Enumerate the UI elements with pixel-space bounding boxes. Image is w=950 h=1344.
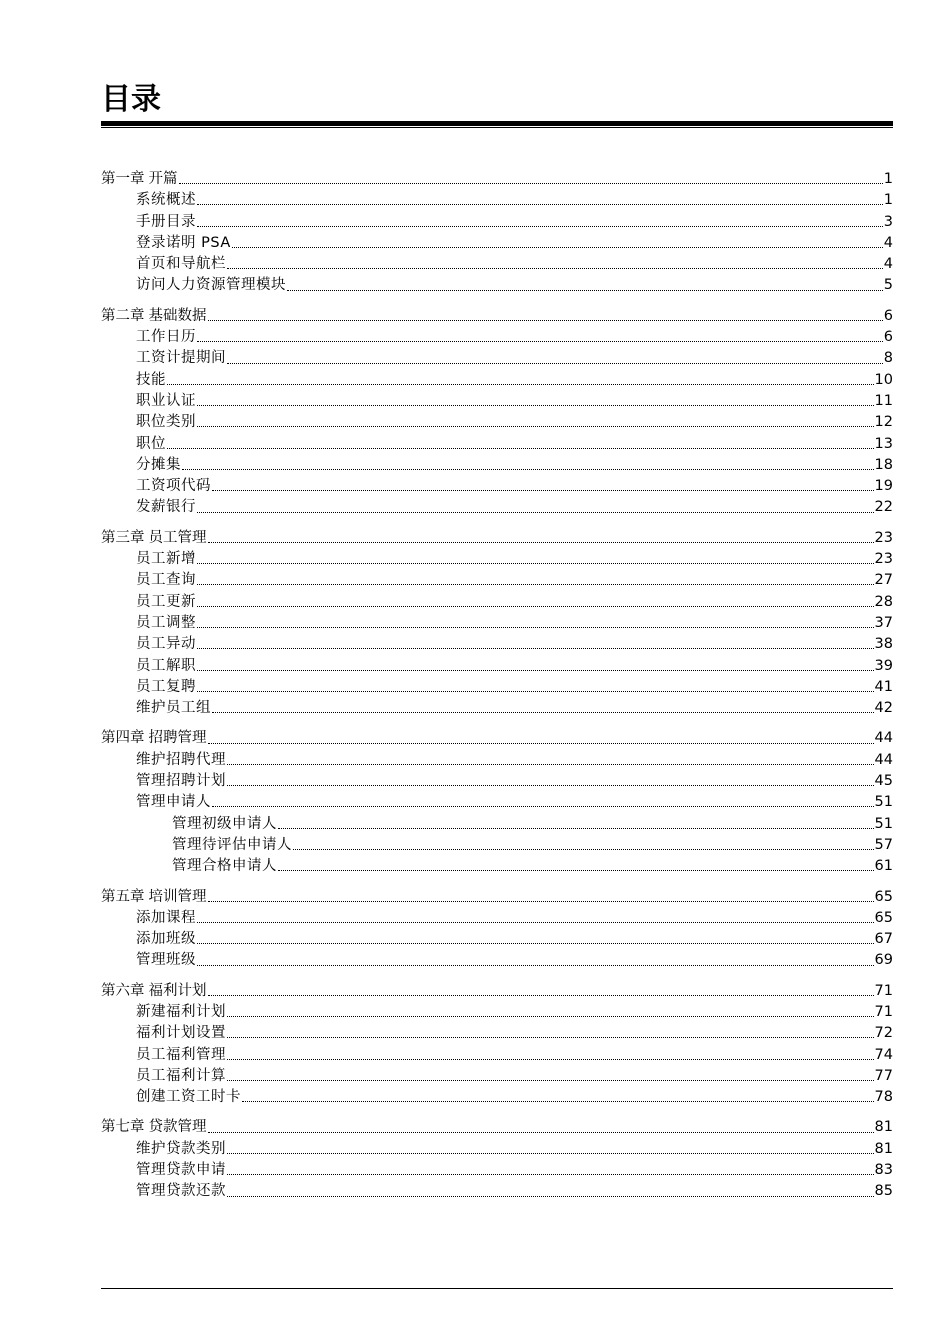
toc-entry-page-number: 45	[874, 773, 893, 790]
dot-leader	[287, 290, 883, 291]
toc-entry-page-number: 85	[874, 1183, 893, 1200]
toc-entry-page-number: 51	[874, 815, 893, 832]
dot-leader	[179, 183, 883, 184]
toc-entry-page-number: 78	[874, 1089, 893, 1106]
toc-entry-page-number: 38	[874, 636, 893, 653]
toc-entry-label: 第二章 基础数据	[101, 307, 207, 324]
dot-leader	[197, 627, 874, 628]
toc-section-entry[interactable]	[101, 370, 893, 391]
toc-entry-page-number: 12	[874, 414, 893, 431]
toc-entry-label: 第三章 员工管理	[101, 529, 207, 546]
toc-entry-label: 职位	[136, 435, 166, 452]
toc-section-entry[interactable]	[101, 1002, 893, 1023]
dot-leader	[208, 1132, 874, 1133]
toc-entry-page-number: 27	[874, 572, 893, 589]
toc-entry-label: 管理招聘计划	[136, 773, 226, 790]
dot-leader	[197, 922, 874, 923]
toc-entry-page-number: 61	[874, 858, 893, 875]
toc-entry-label: 管理贷款还款	[136, 1183, 226, 1200]
toc-entry-label: 管理贷款申请	[136, 1162, 226, 1179]
toc-chapter-group	[101, 728, 893, 877]
toc-chapter-entry[interactable]	[101, 981, 893, 1002]
dot-leader	[208, 320, 883, 321]
dot-leader	[227, 764, 874, 765]
toc-entry-page-number: 5	[883, 277, 893, 294]
toc-section-entry[interactable]	[101, 592, 893, 613]
toc-section-entry[interactable]	[101, 190, 893, 211]
toc-entry-page-number: 81	[874, 1119, 893, 1136]
toc-entry-label: 员工复聘	[136, 678, 196, 695]
toc-entry-label: 首页和导航栏	[136, 256, 226, 273]
toc-entry-label: 维护员工组	[136, 700, 211, 717]
title-rule-thin	[101, 127, 893, 128]
toc-section-entry[interactable]	[101, 698, 893, 719]
dot-leader	[242, 1101, 874, 1102]
dot-leader	[197, 563, 874, 564]
toc-entry-label: 第四章 招聘管理	[101, 730, 207, 747]
toc-entry-page-number: 65	[874, 909, 893, 926]
toc-section-entry[interactable]	[101, 750, 893, 771]
toc-entry-page-number: 6	[883, 307, 893, 324]
toc-entry-label: 管理待评估申请人	[172, 836, 292, 853]
toc-entry-label: 工资项代码	[136, 478, 211, 495]
toc-entry-label: 员工解职	[136, 657, 196, 674]
toc-entry-label: 员工福利管理	[136, 1046, 226, 1063]
toc-entry-page-number: 23	[874, 529, 893, 546]
toc-entry-label: 工作日历	[136, 329, 196, 346]
toc-entry-label: 维护贷款类别	[136, 1140, 226, 1157]
toc-entry-label: 员工福利计算	[136, 1067, 226, 1084]
toc-section-entry[interactable]	[101, 1023, 893, 1044]
toc-entry-page-number: 44	[874, 730, 893, 747]
toc-section-entry[interactable]	[101, 233, 893, 254]
dot-leader	[208, 995, 874, 996]
toc-entry-label: 维护招聘代理	[136, 751, 226, 768]
toc-entry-page-number: 77	[874, 1067, 893, 1084]
dot-leader	[278, 870, 874, 871]
toc-chapter-entry[interactable]	[101, 887, 893, 908]
toc-entry-page-number: 10	[874, 371, 893, 388]
dot-leader	[227, 1016, 874, 1017]
toc-chapter-group	[101, 1117, 893, 1202]
toc-entry-label: 员工调整	[136, 614, 196, 631]
toc-entry-label: 手册目录	[136, 213, 196, 230]
toc-section-entry[interactable]	[101, 856, 893, 877]
toc-section-entry[interactable]	[101, 656, 893, 677]
toc-entry-page-number: 72	[874, 1025, 893, 1042]
toc-entry-label: 员工查询	[136, 572, 196, 589]
toc-entry-label: 员工异动	[136, 636, 196, 653]
toc-section-entry[interactable]	[101, 412, 893, 433]
toc-entry-page-number: 1	[883, 171, 893, 187]
toc-entry-label: 第七章 贷款管理	[101, 1119, 207, 1136]
toc-entry-page-number: 65	[874, 888, 893, 905]
toc-entry-page-number: 28	[874, 593, 893, 610]
toc-section-entry[interactable]	[101, 929, 893, 950]
dot-leader	[197, 341, 883, 342]
toc-section-entry[interactable]	[101, 613, 893, 634]
toc-section-entry[interactable]	[101, 275, 893, 296]
toc-entry-page-number: 11	[874, 392, 893, 409]
toc-entry-label: 系统概述	[136, 192, 196, 209]
toc-entry-page-number: 42	[874, 700, 893, 717]
dot-leader	[197, 226, 883, 227]
dot-leader	[197, 204, 883, 205]
toc-entry-page-number: 23	[874, 551, 893, 568]
toc-section-entry[interactable]	[101, 792, 893, 813]
page-title: 目录	[101, 82, 161, 117]
toc-section-entry[interactable]	[101, 1139, 893, 1160]
toc-section-entry[interactable]	[101, 1087, 893, 1108]
dot-leader	[197, 426, 874, 427]
toc-entry-label: 新建福利计划	[136, 1003, 226, 1020]
toc-chapter-entry[interactable]	[101, 169, 893, 190]
dot-leader	[293, 849, 874, 850]
toc-entry-page-number: 39	[874, 657, 893, 674]
toc-section-entry[interactable]	[101, 771, 893, 792]
dot-leader	[197, 965, 874, 966]
toc-entry-page-number: 69	[874, 952, 893, 969]
toc-entry-label: 登录诺明 PSA	[136, 234, 231, 251]
toc-entry-label: 福利计划设置	[136, 1025, 226, 1042]
dot-leader	[227, 363, 883, 364]
title-rule-thick	[101, 121, 893, 126]
toc-chapter-group	[101, 528, 893, 720]
toc-entry-page-number: 1	[883, 192, 893, 209]
dot-leader	[182, 469, 874, 470]
toc-entry-page-number: 6	[883, 329, 893, 346]
toc-entry-page-number: 3	[883, 213, 893, 230]
toc-entry-label: 发薪银行	[136, 499, 196, 516]
dot-leader	[227, 1080, 874, 1081]
dot-leader	[197, 670, 874, 671]
toc-section-entry[interactable]	[101, 950, 893, 971]
toc-entry-label: 分摊集	[136, 456, 181, 473]
dot-leader	[197, 512, 874, 513]
toc-entry-label: 职位类别	[136, 414, 196, 431]
toc-section-entry[interactable]	[101, 1181, 893, 1202]
dot-leader	[278, 828, 874, 829]
dot-leader	[197, 943, 874, 944]
toc-section-entry[interactable]	[101, 348, 893, 369]
toc-section-entry[interactable]	[101, 634, 893, 655]
dot-leader	[227, 1174, 874, 1175]
toc-entry-label: 创建工资工时卡	[136, 1089, 241, 1106]
dot-leader	[212, 490, 874, 491]
toc-section-entry[interactable]	[101, 908, 893, 929]
toc-chapter-entry[interactable]	[101, 528, 893, 549]
toc-chapter-entry[interactable]	[101, 306, 893, 327]
toc-entry-label: 添加班级	[136, 931, 196, 948]
toc-entry-page-number: 4	[883, 234, 893, 251]
toc-entry-label: 员工更新	[136, 593, 196, 610]
toc-section-entry[interactable]	[101, 1045, 893, 1066]
toc-entry-label: 添加课程	[136, 909, 196, 926]
toc-entry-label: 职业认证	[136, 392, 196, 409]
toc-chapter-group	[101, 306, 893, 519]
toc-section-entry[interactable]	[101, 497, 893, 518]
toc-section-entry[interactable]	[101, 1066, 893, 1087]
dot-leader	[208, 743, 874, 744]
dot-leader	[227, 1196, 874, 1197]
toc-chapter-entry[interactable]	[101, 1117, 893, 1138]
toc-entry-page-number: 57	[874, 836, 893, 853]
toc-section-entry[interactable]	[101, 570, 893, 591]
toc-entry-page-number: 8	[883, 350, 893, 367]
dot-leader	[227, 1153, 874, 1154]
toc-entry-label: 工资计提期间	[136, 350, 226, 367]
toc-entry-label: 访问人力资源管理模块	[136, 277, 286, 294]
toc-section-entry[interactable]	[101, 212, 893, 233]
toc-entry-page-number: 71	[874, 1003, 893, 1020]
dot-leader	[197, 691, 874, 692]
dot-leader	[208, 542, 874, 543]
toc-section-entry[interactable]	[101, 677, 893, 698]
toc-chapter-group	[101, 887, 893, 972]
dot-leader	[227, 785, 874, 786]
dot-leader	[227, 268, 883, 269]
toc-entry-page-number: 81	[874, 1140, 893, 1157]
table-of-contents	[101, 169, 893, 1212]
toc-entry-page-number: 44	[874, 751, 893, 768]
toc-entry-page-number: 41	[874, 678, 893, 695]
toc-section-entry[interactable]	[101, 476, 893, 497]
toc-entry-page-number: 83	[874, 1162, 893, 1179]
toc-section-entry[interactable]	[101, 391, 893, 412]
footer-rule	[101, 1288, 893, 1289]
toc-section-entry[interactable]	[101, 814, 893, 835]
toc-entry-label: 技能	[136, 371, 166, 388]
dot-leader	[197, 606, 874, 607]
toc-section-entry[interactable]	[101, 549, 893, 570]
dot-leader	[208, 901, 874, 902]
toc-section-entry[interactable]	[101, 434, 893, 455]
dot-leader	[197, 584, 874, 585]
toc-entry-label: 管理申请人	[136, 794, 211, 811]
dot-leader	[197, 648, 874, 649]
toc-entry-label: 管理初级申请人	[172, 815, 277, 832]
dot-leader	[227, 1059, 874, 1060]
toc-entry-page-number: 74	[874, 1046, 893, 1063]
toc-section-entry[interactable]	[101, 327, 893, 348]
toc-section-entry[interactable]	[101, 835, 893, 856]
toc-entry-page-number: 67	[874, 931, 893, 948]
toc-entry-page-number: 71	[874, 982, 893, 999]
toc-entry-label: 第五章 培训管理	[101, 888, 207, 905]
dot-leader	[227, 1037, 874, 1038]
toc-entry-page-number: 51	[874, 794, 893, 811]
dot-leader	[212, 806, 874, 807]
toc-entry-page-number: 13	[874, 435, 893, 452]
toc-chapter-group	[101, 169, 893, 297]
toc-chapter-entry[interactable]	[101, 728, 893, 749]
toc-entry-page-number: 37	[874, 614, 893, 631]
toc-entry-page-number: 22	[874, 499, 893, 516]
toc-entry-label: 管理班级	[136, 952, 196, 969]
toc-entry-label: 第六章 福利计划	[101, 982, 207, 999]
toc-entry-page-number: 4	[883, 256, 893, 273]
toc-entry-label: 员工新增	[136, 551, 196, 568]
toc-entry-page-number: 18	[874, 456, 893, 473]
toc-chapter-group	[101, 981, 893, 1109]
dot-leader	[167, 384, 874, 385]
dot-leader	[212, 712, 874, 713]
dot-leader	[167, 448, 874, 449]
toc-entry-page-number: 19	[874, 478, 893, 495]
dot-leader	[232, 247, 883, 248]
dot-leader	[197, 405, 874, 406]
toc-entry-label: 管理合格申请人	[172, 858, 277, 875]
toc-section-entry[interactable]	[101, 254, 893, 275]
toc-section-entry[interactable]	[101, 1160, 893, 1181]
toc-section-entry[interactable]	[101, 455, 893, 476]
toc-entry-label: 第一章 开篇	[101, 171, 178, 187]
